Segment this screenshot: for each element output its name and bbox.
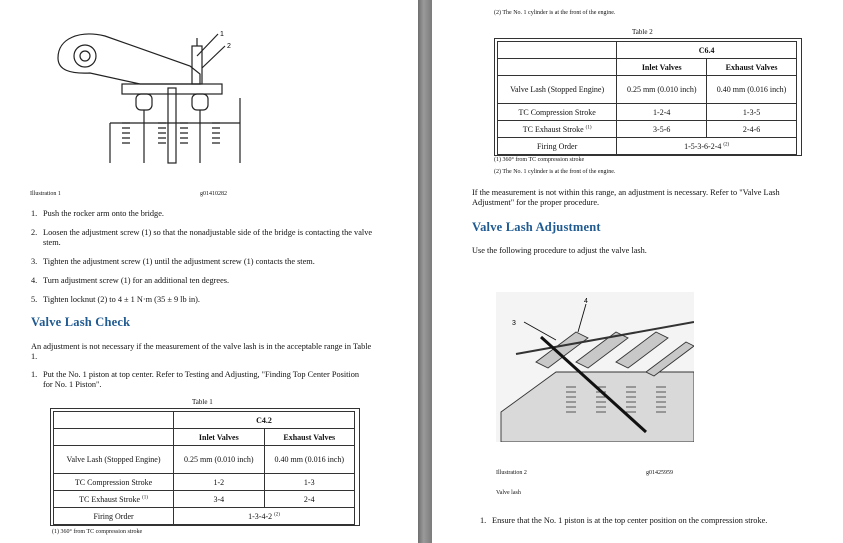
callout-4: 4 xyxy=(584,298,588,305)
top-footnote: (2) The No. 1 cylinder is at the front of the engine. xyxy=(494,10,616,16)
table-row: Firing Order 1-3-4-2 $^{(2)}$ xyxy=(54,508,355,525)
left-page xyxy=(0,0,418,543)
valve-lash-illustration xyxy=(496,292,694,442)
table-row: Valve Lash (Stopped Engine) 0.25 mm (0.010 inch) 0.40 mm (0.016 inch) xyxy=(498,76,797,104)
table-row: TC Exhaust Stroke $^{(1)}$ 3-4 2-4 xyxy=(54,491,355,508)
valve-lash-adjustment-heading: Valve Lash Adjustment xyxy=(472,220,601,234)
right-page xyxy=(432,0,843,543)
list-item: 1. Push the rocker arm onto the bridge. xyxy=(31,209,164,218)
illustration-1-label: Illustration 1 xyxy=(30,191,61,197)
list-item: 4. Turn adjustment screw (1) for an additional ten degrees. xyxy=(31,276,230,285)
col-inlet: Inlet Valves xyxy=(174,429,264,446)
table-row: Firing Order 1-5-3-6-2-4 $^{(2)}$ xyxy=(498,138,797,155)
list-item: 1. Ensure that the No. 1 piston is at the top center position on the compression stroke. xyxy=(480,516,768,525)
illustration-2-label: Illustration 2 xyxy=(496,470,527,476)
range-text: If the measurement is not within this range, an adjustment is necessary. Refer to "Valve Lash Adjustment" for the proper procedure. xyxy=(472,188,780,207)
valve-lash-check-intro: An adjustment is not necessary if the measurement of the valve lash is in the acceptable range in Table 1. xyxy=(31,342,372,361)
table-header: C6.4 xyxy=(617,42,797,59)
footnote-1: (1) 360° from TC compression stroke xyxy=(494,157,585,163)
valve-lash-check-heading: Valve Lash Check xyxy=(31,315,131,329)
list-item: 2. Loosen the adjustment screw (1) so that the nonadjustable side of the bridge is contacting the valve stem. xyxy=(31,228,373,247)
table-header: C4.2 xyxy=(174,412,355,429)
list-item: 1. Put the No. 1 piston at top center. Refer to Testing and Adjusting, "Finding Top Center Position for No. 1 Piston". xyxy=(31,370,360,389)
procedure-intro: Use the following procedure to adjust the valve lash. xyxy=(472,246,647,255)
valve-lash-table-2 xyxy=(497,41,797,155)
table-row: TC Exhaust Stroke $^{(1)}$ 3-5-6 2-4-6 xyxy=(498,121,797,138)
table-1-caption: Table 1 xyxy=(192,398,213,406)
table-row: Valve Lash (Stopped Engine) 0.25 mm (0.010 inch) 0.40 mm (0.016 inch) xyxy=(54,446,355,474)
list-item: 3. Tighten the adjustment screw (1) until the adjustment screw (1) contacts the stem. xyxy=(31,257,315,266)
illustration-1-code: g01410282 xyxy=(200,191,227,197)
callout-3: 3 xyxy=(512,320,516,327)
col-exhaust: Exhaust Valves xyxy=(707,59,797,76)
table-2-caption: Table 2 xyxy=(632,28,653,36)
illustration-2-caption: Valve lash xyxy=(496,490,521,496)
col-inlet: Inlet Valves xyxy=(617,59,707,76)
page-gutter xyxy=(418,0,432,543)
footnote-1: (1) 360° from TC compression stroke xyxy=(52,529,143,535)
valve-lash-table-1 xyxy=(53,411,355,525)
rocker-arm-illustration xyxy=(50,28,250,168)
illustration-2-code: g01425959 xyxy=(646,470,673,476)
callout-1: 1 xyxy=(220,31,224,38)
table-row: TC Compression Stroke 1-2-4 1-3-5 xyxy=(498,104,797,121)
footnote-2: (2) The No. 1 cylinder is at the front of the engine. xyxy=(494,169,616,175)
table-row: TC Compression Stroke 1-2 1-3 xyxy=(54,474,355,491)
callout-2: 2 xyxy=(227,43,231,50)
col-exhaust: Exhaust Valves xyxy=(264,429,354,446)
list-item: 5. Tighten locknut (2) to 4 ± 1 N·m (35 ± 9 lb in). xyxy=(31,295,200,304)
